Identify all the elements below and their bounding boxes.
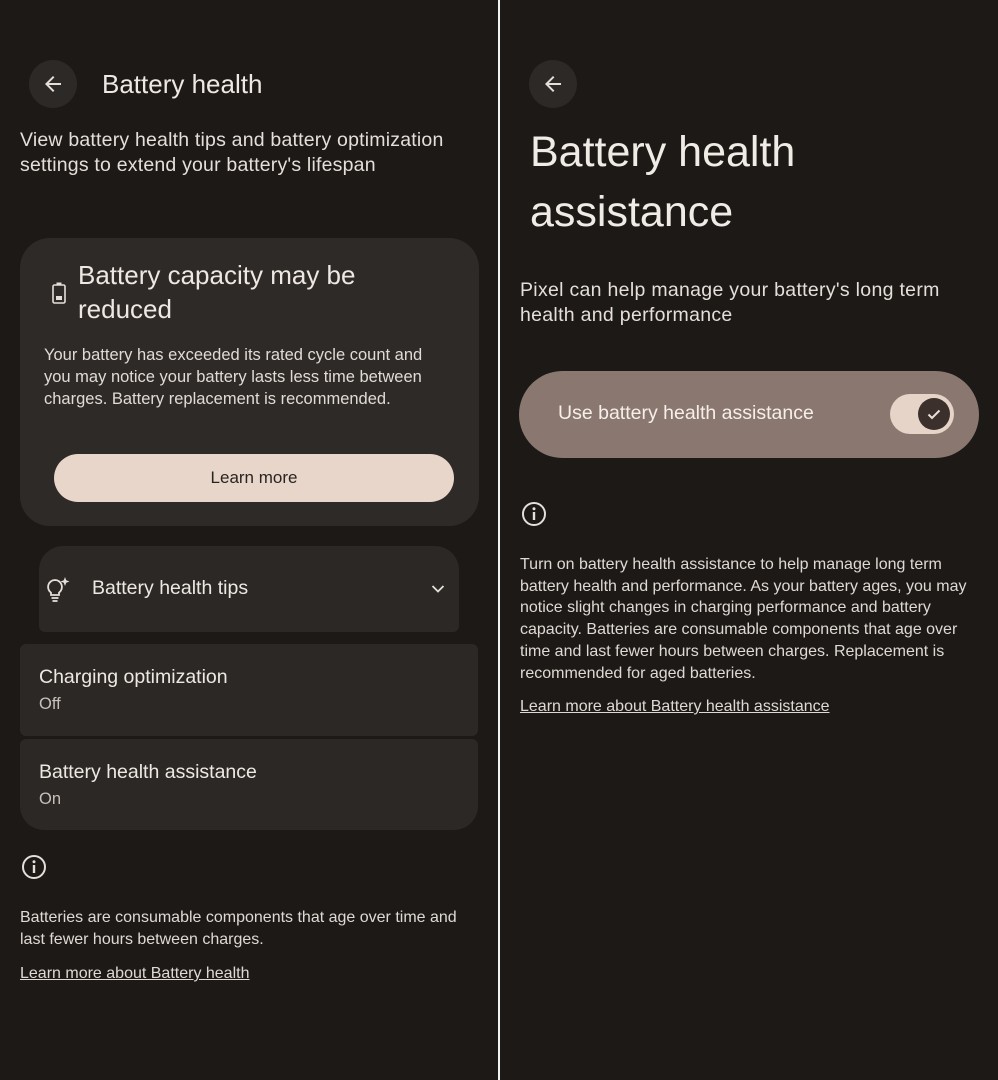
learn-more-battery-health-assistance-link[interactable]: Learn more about Battery health assistance [520,698,830,715]
arrow-left-icon [41,72,65,96]
battery-health-assistance-row[interactable] [20,739,478,830]
battery-health-assistance-screen [500,0,998,1080]
charging-optimization-row[interactable] [20,644,478,736]
tips-label: Battery health tips [92,577,249,599]
row-title: Battery health assistance [39,761,257,783]
warning-body: Your battery has exceeded its rated cycle count and you may notice your battery lasts less time between charges. Battery replacement is recommended. [44,346,423,408]
row-title: Charging optimization [39,666,228,688]
arrow-left-icon [541,72,565,96]
info-icon [521,501,547,527]
toggle-knob [918,398,950,430]
battery-icon [52,282,66,304]
learn-more-button[interactable]: Learn more [54,454,454,502]
battery-health-tips-expander[interactable] [39,546,459,632]
use-battery-health-assistance-switch-row[interactable] [519,371,979,458]
chevron-down-icon [431,584,445,594]
row-value: On [39,790,62,808]
footer-text: Batteries are consumable components that age over time and last fewer hours between charges. [20,909,457,948]
footer-text: Turn on battery health assistance to help manage long term battery health and performance. As your battery ages, you may notice slight changes in charging performance and battery capacity. Batteries are consumable components that age over time and last fewer hours between charges. Replacement is recommended for aged batteries. [520,556,967,682]
page-description: View battery health tips and battery optimization settings to extend your battery's lifespan [20,129,444,176]
warning-title: Battery capacity may be reduced [78,260,356,324]
back-button[interactable] [29,60,77,108]
toggle-switch[interactable] [890,394,954,434]
row-value: Off [39,695,61,713]
info-icon [21,854,47,880]
back-button[interactable] [529,60,577,108]
switch-label: Use battery health assistance [558,402,814,424]
check-icon [925,405,943,423]
page-title: Battery health assistance [530,128,796,236]
capacity-warning-card [20,238,479,526]
page-description: Pixel can help manage your battery's long term health and performance [520,279,940,326]
battery-health-screen [0,0,498,1080]
page-title: Battery health [102,69,263,99]
lightbulb-sparkle-icon [45,576,71,604]
learn-more-battery-health-link[interactable]: Learn more about Battery health [20,965,250,982]
